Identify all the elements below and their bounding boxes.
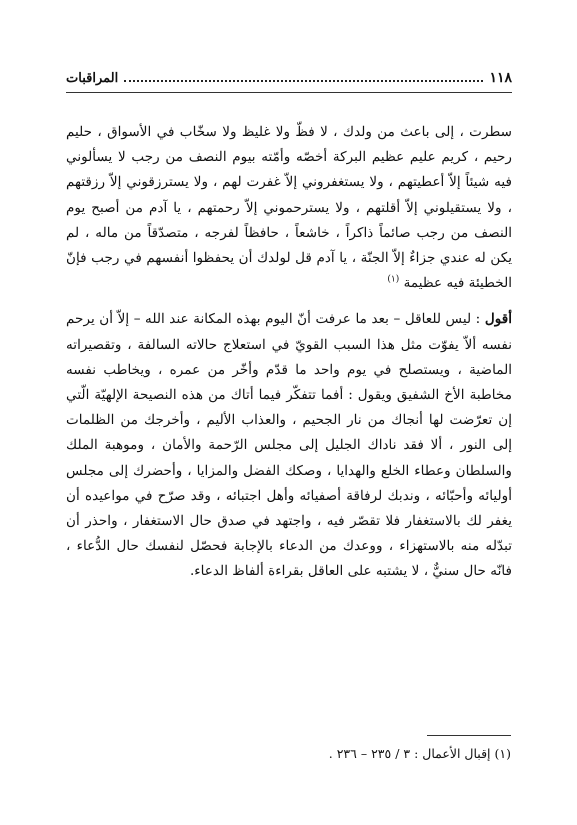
paragraph-text: : ليس للعاقل – بعد ما عرفت أنّ اليوم بهذه المكانة عند الله – إلاّ أن يرحم نفسه ألاّ يفوّت مثل هذا السبب القويّ في استعلاج حالاته السالفة ، وتقصيراته الماضية ، ويستصلح في يوم واحد ما قدّم وأخّر من عمره ، ويخاطب نفسه مخاطبة الأخ الشفيق ويقول : أفما تتفكّر فيما أتاك من هذه النصيحة الإلهيّة الّتي إن تعرّضت لها أنجاك من نار الجحيم ، والعذاب الأليم ، وأخرجك من الظلمات إلى النور ، ألا فقد ناداك الجليل إلى مجلس الرّحمة والأمان ، وموهبة الملك والسلطان وعطاء الخلع والهدايا ، وصكك الفضل والمزايا ، وأحضرك إلى مجلس أوليائه وأحبّائه ، وندبك لرفاقة أصفيائه وأهل اجتبائه ، وقد صرّح في مواعيده أن يغفر لك بالاستغفار فلا تقصّر فيه ، واجتهد في صدق حال الاستغفار ، واحذر أن تبدّله منه بالاستهزاء ، ووعدك من الدعاء بالإجابة فحصّل لنفسك حال الدُّعاء ، فانّه حال سنيٌّ ، لا يشتبه على العاقل بقراءة ألفاظ الدعاء. [66, 311, 512, 580]
dotted-leader [124, 80, 483, 82]
footnote-rule [427, 735, 511, 736]
footnote-reference: (١) [387, 274, 400, 285]
paragraph-commentary [66, 307, 512, 584]
paragraph-text: سطرت ، إلى باعث من ولدك ، لا فظّ ولا غليظ ولا سخّاب في الأسواق ، حليم رحيم ، كريم عليم عظيم البركة أخصّه وأمّته بيوم النصف من رجب لا يسألوني فيه شيئاً إلاّ أعطيتهم ، ولا يستغفروني إلاّ غفرت لهم ، ولا يسترزقوني إلاّ رزقتهم ، ولا يستقيلوني إلاّ أقلتهم ، ولا يسترحموني إلاّ رحمتهم ، يا آدم من أصبح يوم النصف من رجب صائماً ذاكراً ، خاشعاً ، حافظاً لفرجه ، متصدّقاً من ماله ، لم يكن له عندي جزاءٌ إلاّ الجنّة ، يا آدم قل لولدك أن يحفظوا أنفسهم في رجب فإنّ الخطيئة فيه عظيمة [66, 124, 512, 292]
paragraph-lead-word: أقول [484, 311, 512, 328]
running-header [66, 68, 512, 88]
footnote: (١) إقبال الأعمال : ٣ / ٢٣٥ – ٢٣٦ . [328, 746, 511, 761]
paragraph-quote [66, 120, 512, 296]
page-number: ١١٨ [489, 70, 512, 86]
main-text [66, 120, 512, 585]
header-rule [66, 92, 512, 93]
running-title: المراقبات [66, 70, 119, 86]
